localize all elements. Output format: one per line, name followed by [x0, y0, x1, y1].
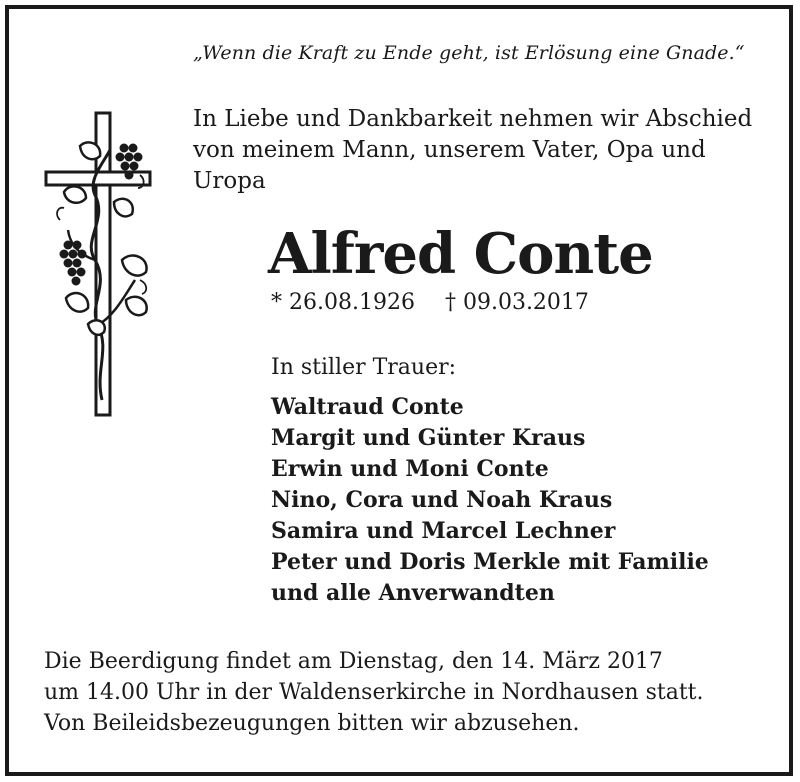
funeral-line: Von Beileidsbezeugungen bitten wir abzusehen. — [44, 711, 580, 736]
mourning-label: In stiller Trauer: — [271, 355, 457, 380]
cross-with-grapevine-icon — [40, 110, 160, 420]
quote: „Wenn die Kraft zu Ende geht, ist Erlösung eine Gnade.“ — [193, 42, 745, 64]
life-dates — [271, 290, 589, 315]
mourner: Waltraud Conte — [271, 394, 464, 420]
deceased-name: Alfred Conte — [268, 221, 653, 287]
mourner: und alle Anverwandten — [271, 580, 555, 606]
birth-date: * 26.08.1926 — [271, 290, 415, 315]
death-date: † 09.03.2017 — [444, 290, 589, 315]
intro-line: Uropa — [193, 168, 266, 194]
funeral-notice — [44, 646, 704, 739]
mourners-list — [271, 392, 709, 609]
intro-line: von meinem Mann, unserem Vater, Opa und — [193, 137, 706, 163]
mourner: Peter und Doris Merkle mit Familie — [271, 549, 709, 575]
mourner: Samira und Marcel Lechner — [271, 518, 616, 544]
funeral-line: Die Beerdigung findet am Dienstag, den 14. März 2017 — [44, 649, 663, 674]
mourner: Nino, Cora und Noah Kraus — [271, 487, 613, 513]
funeral-line: um 14.00 Uhr in der Waldenserkirche in Nordhausen statt. — [44, 680, 704, 705]
mourner: Margit und Günter Kraus — [271, 425, 586, 451]
intro-line: In Liebe und Dankbarkeit nehmen wir Abschied — [193, 106, 753, 132]
mourner: Erwin und Moni Conte — [271, 456, 549, 482]
intro-text — [193, 104, 768, 197]
